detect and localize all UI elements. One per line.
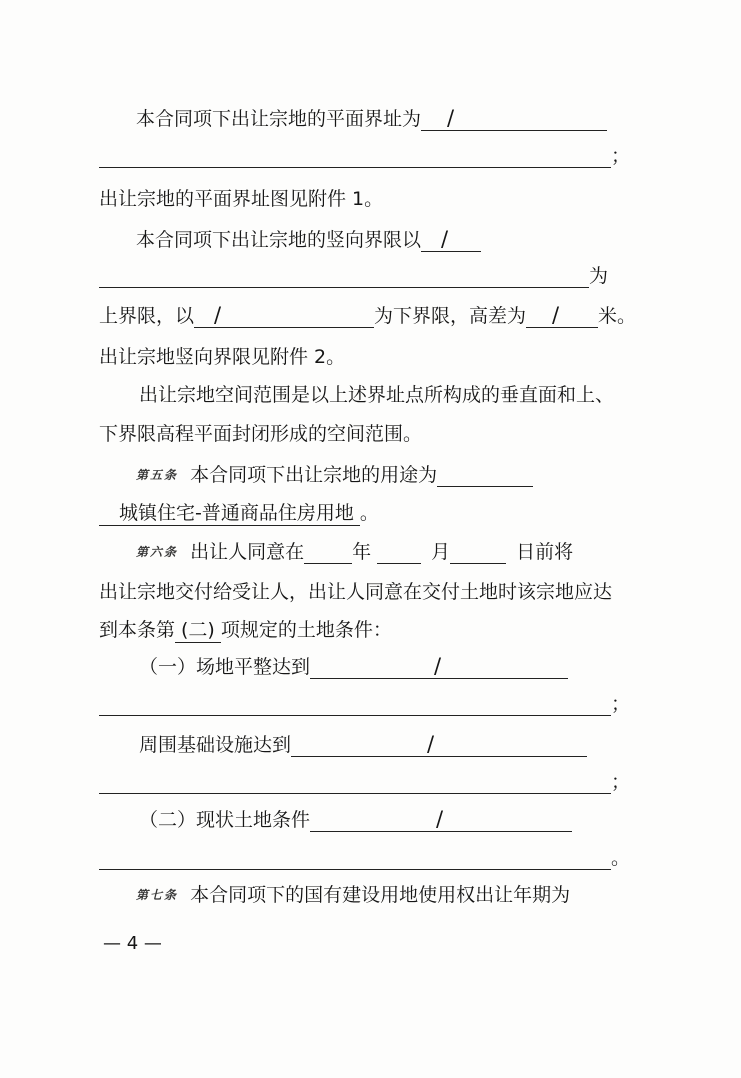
clause-text: 出让宗地的平面界址图见附件 1。 — [99, 188, 384, 210]
article-7 — [136, 882, 570, 908]
article-label: 第五条 — [136, 468, 179, 482]
blank-field — [291, 732, 587, 757]
article-label: 第七条 — [136, 888, 179, 902]
blank-year — [304, 539, 352, 564]
blank-field — [99, 845, 611, 870]
blank-field — [526, 303, 598, 328]
blank-slash: / — [214, 303, 222, 327]
condition-infrastructure — [139, 732, 587, 758]
blank-month — [377, 539, 421, 564]
clause-plane-boundary — [136, 106, 607, 132]
blank-field — [99, 143, 611, 168]
blank-field — [99, 691, 611, 716]
line-end-punct: ； — [611, 771, 631, 793]
line-end-punct: 。 — [359, 502, 379, 524]
line-end-punct: 。 — [611, 847, 631, 869]
blank-line — [99, 691, 630, 717]
clause-text: 为下界限，高差为 — [374, 305, 527, 327]
blank-field — [99, 263, 589, 288]
clause-text: 米。 — [598, 305, 637, 327]
clause-text: 下界限高程平面封闭形成的空间范围。 — [99, 423, 423, 445]
blank-field — [310, 807, 572, 832]
clause-upper-lower-limit — [99, 303, 636, 329]
clause-text: 出让人同意在 — [190, 541, 305, 563]
clause-text: 本合同项下出让宗地的用途为 — [190, 464, 438, 486]
item-number-filled: (二) — [175, 617, 221, 643]
day-label: 日前将 — [516, 541, 574, 563]
blank-line — [99, 143, 630, 169]
blank-slash: / — [427, 732, 435, 756]
clause-text: （二）现状土地条件 — [139, 809, 311, 831]
blank-slash: / — [447, 106, 455, 130]
clause-annex-1 — [99, 186, 383, 212]
blank-field — [421, 227, 481, 252]
clause-delivery — [99, 579, 612, 605]
blank-slash: / — [436, 807, 444, 831]
blank-field — [99, 769, 611, 794]
clause-vertical-boundary — [136, 227, 481, 253]
blank-slash: / — [434, 654, 442, 678]
clause-text: 本合同项下出让宗地的竖向界限以 — [136, 229, 422, 251]
clause-text: 项规定的土地条件： — [220, 619, 392, 641]
land-use-value — [99, 500, 379, 526]
blank-field — [310, 654, 568, 679]
line-end-punct: ； — [611, 145, 631, 167]
condition-current-land — [139, 807, 572, 833]
clause-space-range-cont — [99, 421, 422, 447]
line-end-word: 为 — [589, 265, 609, 287]
clause-space-range — [139, 382, 614, 408]
clause-text: 出让宗地交付给受让人，出让人同意在交付土地时该宗地应达 — [99, 581, 613, 603]
clause-text: 出让宗地竖向界限见附件 2。 — [99, 346, 346, 368]
article-5 — [136, 462, 533, 488]
line-end-punct: ； — [611, 693, 631, 715]
blank-line — [99, 263, 608, 289]
page-number: — 4 — — [103, 933, 162, 954]
article-label: 第六条 — [136, 545, 179, 559]
blank-field — [421, 106, 607, 131]
article-6 — [136, 539, 573, 565]
condition-site-leveling — [139, 654, 568, 680]
clause-text: 上界限，以 — [99, 305, 195, 327]
clause-text: 出让宗地空间范围是以上述界址点所构成的垂直面和上、 — [139, 384, 615, 406]
clause-text: 到本条第 — [99, 619, 176, 641]
clause-delivery-cont — [99, 617, 392, 643]
clause-text: 本合同项下出让宗地的平面界址为 — [136, 108, 422, 130]
clause-text: （一）场地平整达到 — [139, 656, 311, 678]
blank-field — [194, 303, 374, 328]
land-use-filled: 城镇住宅-普通商品住房用地 — [99, 500, 360, 526]
year-label: 年 — [352, 541, 372, 563]
blank-day — [450, 539, 506, 564]
month-label: 月 — [431, 541, 451, 563]
blank-line — [99, 769, 630, 795]
blank-slash: / — [552, 303, 560, 327]
blank-slash: / — [441, 227, 449, 251]
clause-annex-2 — [99, 344, 345, 370]
blank-field — [437, 462, 533, 487]
blank-line — [99, 845, 630, 871]
clause-text: 本合同项下的国有建设用地使用权出让年期为 — [190, 884, 571, 906]
clause-text: 周围基础设施达到 — [139, 734, 292, 756]
